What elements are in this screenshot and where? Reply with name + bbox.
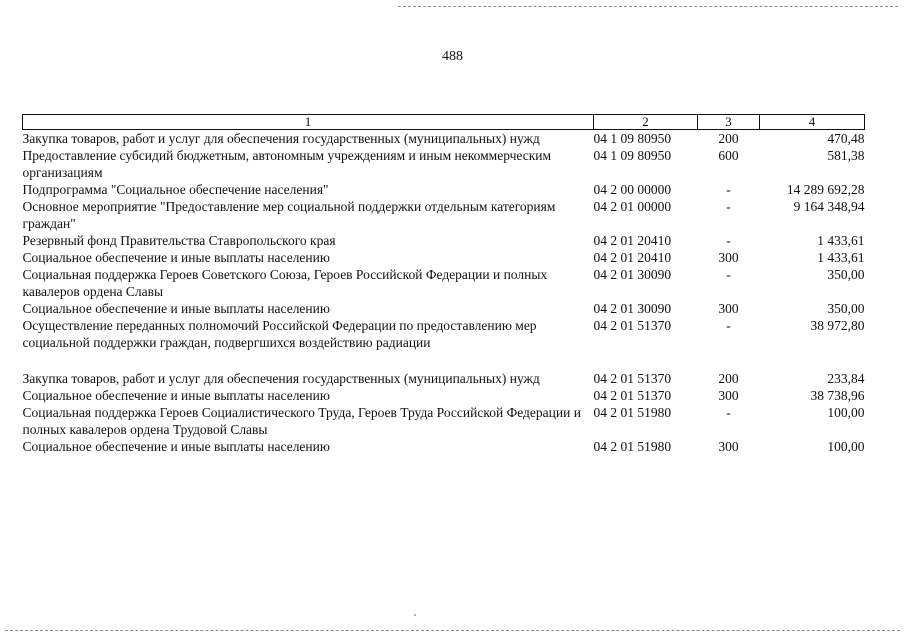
row-type: 300: [718, 301, 739, 316]
budget-table: [22, 114, 865, 455]
row-name: Социальное обеспечение и иные выплаты населению: [22, 301, 330, 316]
row-code: 04 2 00 00000: [593, 182, 672, 197]
row-type: 600: [718, 148, 739, 163]
row-amount: 581,38: [827, 148, 865, 163]
row-code: 04 2 01 00000: [593, 199, 672, 214]
row-code: 04 2 01 51370: [593, 388, 672, 403]
row-code: 04 2 01 20410: [593, 250, 672, 265]
row-type: 300: [718, 250, 739, 265]
row-code: 04 2 01 51980: [593, 405, 672, 420]
row-name: Социальная поддержка Героев Социалистического Труда, Героев Труда Российской Федерации и полных кавалеров ордена Трудовой Славы: [22, 405, 581, 437]
page-number: 488: [442, 49, 463, 64]
row-type: -: [726, 267, 731, 282]
header-col-4: 4: [760, 115, 865, 130]
row-name: Закупка товаров, работ и услуг для обеспечения государственных (муниципальных) нужд: [22, 371, 540, 386]
row-type: -: [726, 199, 731, 214]
row-amount: 9 164 348,94: [793, 199, 865, 214]
row-amount: 1 433,61: [817, 250, 865, 265]
scan-speck: [414, 614, 416, 616]
table-row: [23, 181, 865, 198]
row-name: Основное мероприятие "Предоставление мер социальной поддержки отдельным категориям граждан": [22, 199, 556, 231]
row-amount: 350,00: [827, 267, 865, 282]
table-row: [23, 317, 865, 370]
row-amount: 1 433,61: [817, 233, 865, 248]
table-row: [23, 198, 865, 232]
row-type: -: [726, 318, 731, 333]
row-amount: 350,00: [827, 301, 865, 316]
row-code: 04 2 01 30090: [593, 301, 672, 316]
row-name: Резервный фонд Правительства Ставропольского края: [22, 233, 336, 248]
row-name: Социальная поддержка Героев Советского Союза, Героев Российской Федерации и полных кавалеров ордена Славы: [22, 267, 548, 299]
scan-artifact-bottom: [5, 630, 900, 631]
row-code: 04 1 09 80950: [593, 131, 672, 146]
row-type: 300: [718, 388, 739, 403]
row-amount: 100,00: [827, 405, 865, 420]
header-col-2: 2: [594, 115, 698, 130]
scan-artifact-top: [398, 6, 898, 7]
table-row: [23, 266, 865, 300]
table-row: [23, 300, 865, 317]
table-row: [23, 147, 865, 181]
row-code: 04 1 09 80950: [593, 148, 672, 163]
row-name: Социальное обеспечение и иные выплаты населению: [22, 250, 330, 265]
row-type: -: [726, 405, 731, 420]
row-code: 04 2 01 20410: [593, 233, 672, 248]
row-code: 04 2 01 30090: [593, 267, 672, 282]
header-col-1: 1: [23, 115, 594, 130]
row-name: Социальное обеспечение и иные выплаты населению: [22, 439, 330, 454]
row-amount: 14 289 692,28: [786, 182, 865, 197]
row-type: 200: [718, 371, 739, 386]
row-name: Осуществление переданных полномочий Российской Федерации по предоставлению мер социальной поддержки граждан, подвергшихся воздействию радиации: [22, 318, 537, 350]
row-amount: 38 738,96: [810, 388, 865, 403]
table-row: [23, 232, 865, 249]
row-name: Подпрограмма "Социальное обеспечение населения": [22, 182, 329, 197]
table-row: [23, 438, 865, 455]
row-name: Предоставление субсидий бюджетным, автономным учреждениям и иным некоммерческим организациям: [22, 148, 552, 180]
table-header-row: [23, 115, 865, 130]
row-amount: 38 972,80: [810, 318, 865, 333]
row-code: 04 2 01 51370: [593, 371, 672, 386]
table-row: [23, 249, 865, 266]
header-col-3: 3: [698, 115, 760, 130]
table-row: [23, 370, 865, 387]
row-code: 04 2 01 51370: [593, 318, 672, 333]
table-row: [23, 130, 865, 148]
row-code: 04 2 01 51980: [593, 439, 672, 454]
row-amount: 470,48: [827, 131, 865, 146]
row-name: Социальное обеспечение и иные выплаты населению: [22, 388, 330, 403]
row-type: -: [726, 233, 731, 248]
table-row: [23, 387, 865, 404]
row-type: -: [726, 182, 731, 197]
table-row: [23, 404, 865, 438]
row-amount: 233,84: [827, 371, 865, 386]
row-name: Закупка товаров, работ и услуг для обеспечения государственных (муниципальных) нужд: [22, 131, 540, 146]
row-amount: 100,00: [827, 439, 865, 454]
row-type: 200: [718, 131, 739, 146]
row-type: 300: [718, 439, 739, 454]
